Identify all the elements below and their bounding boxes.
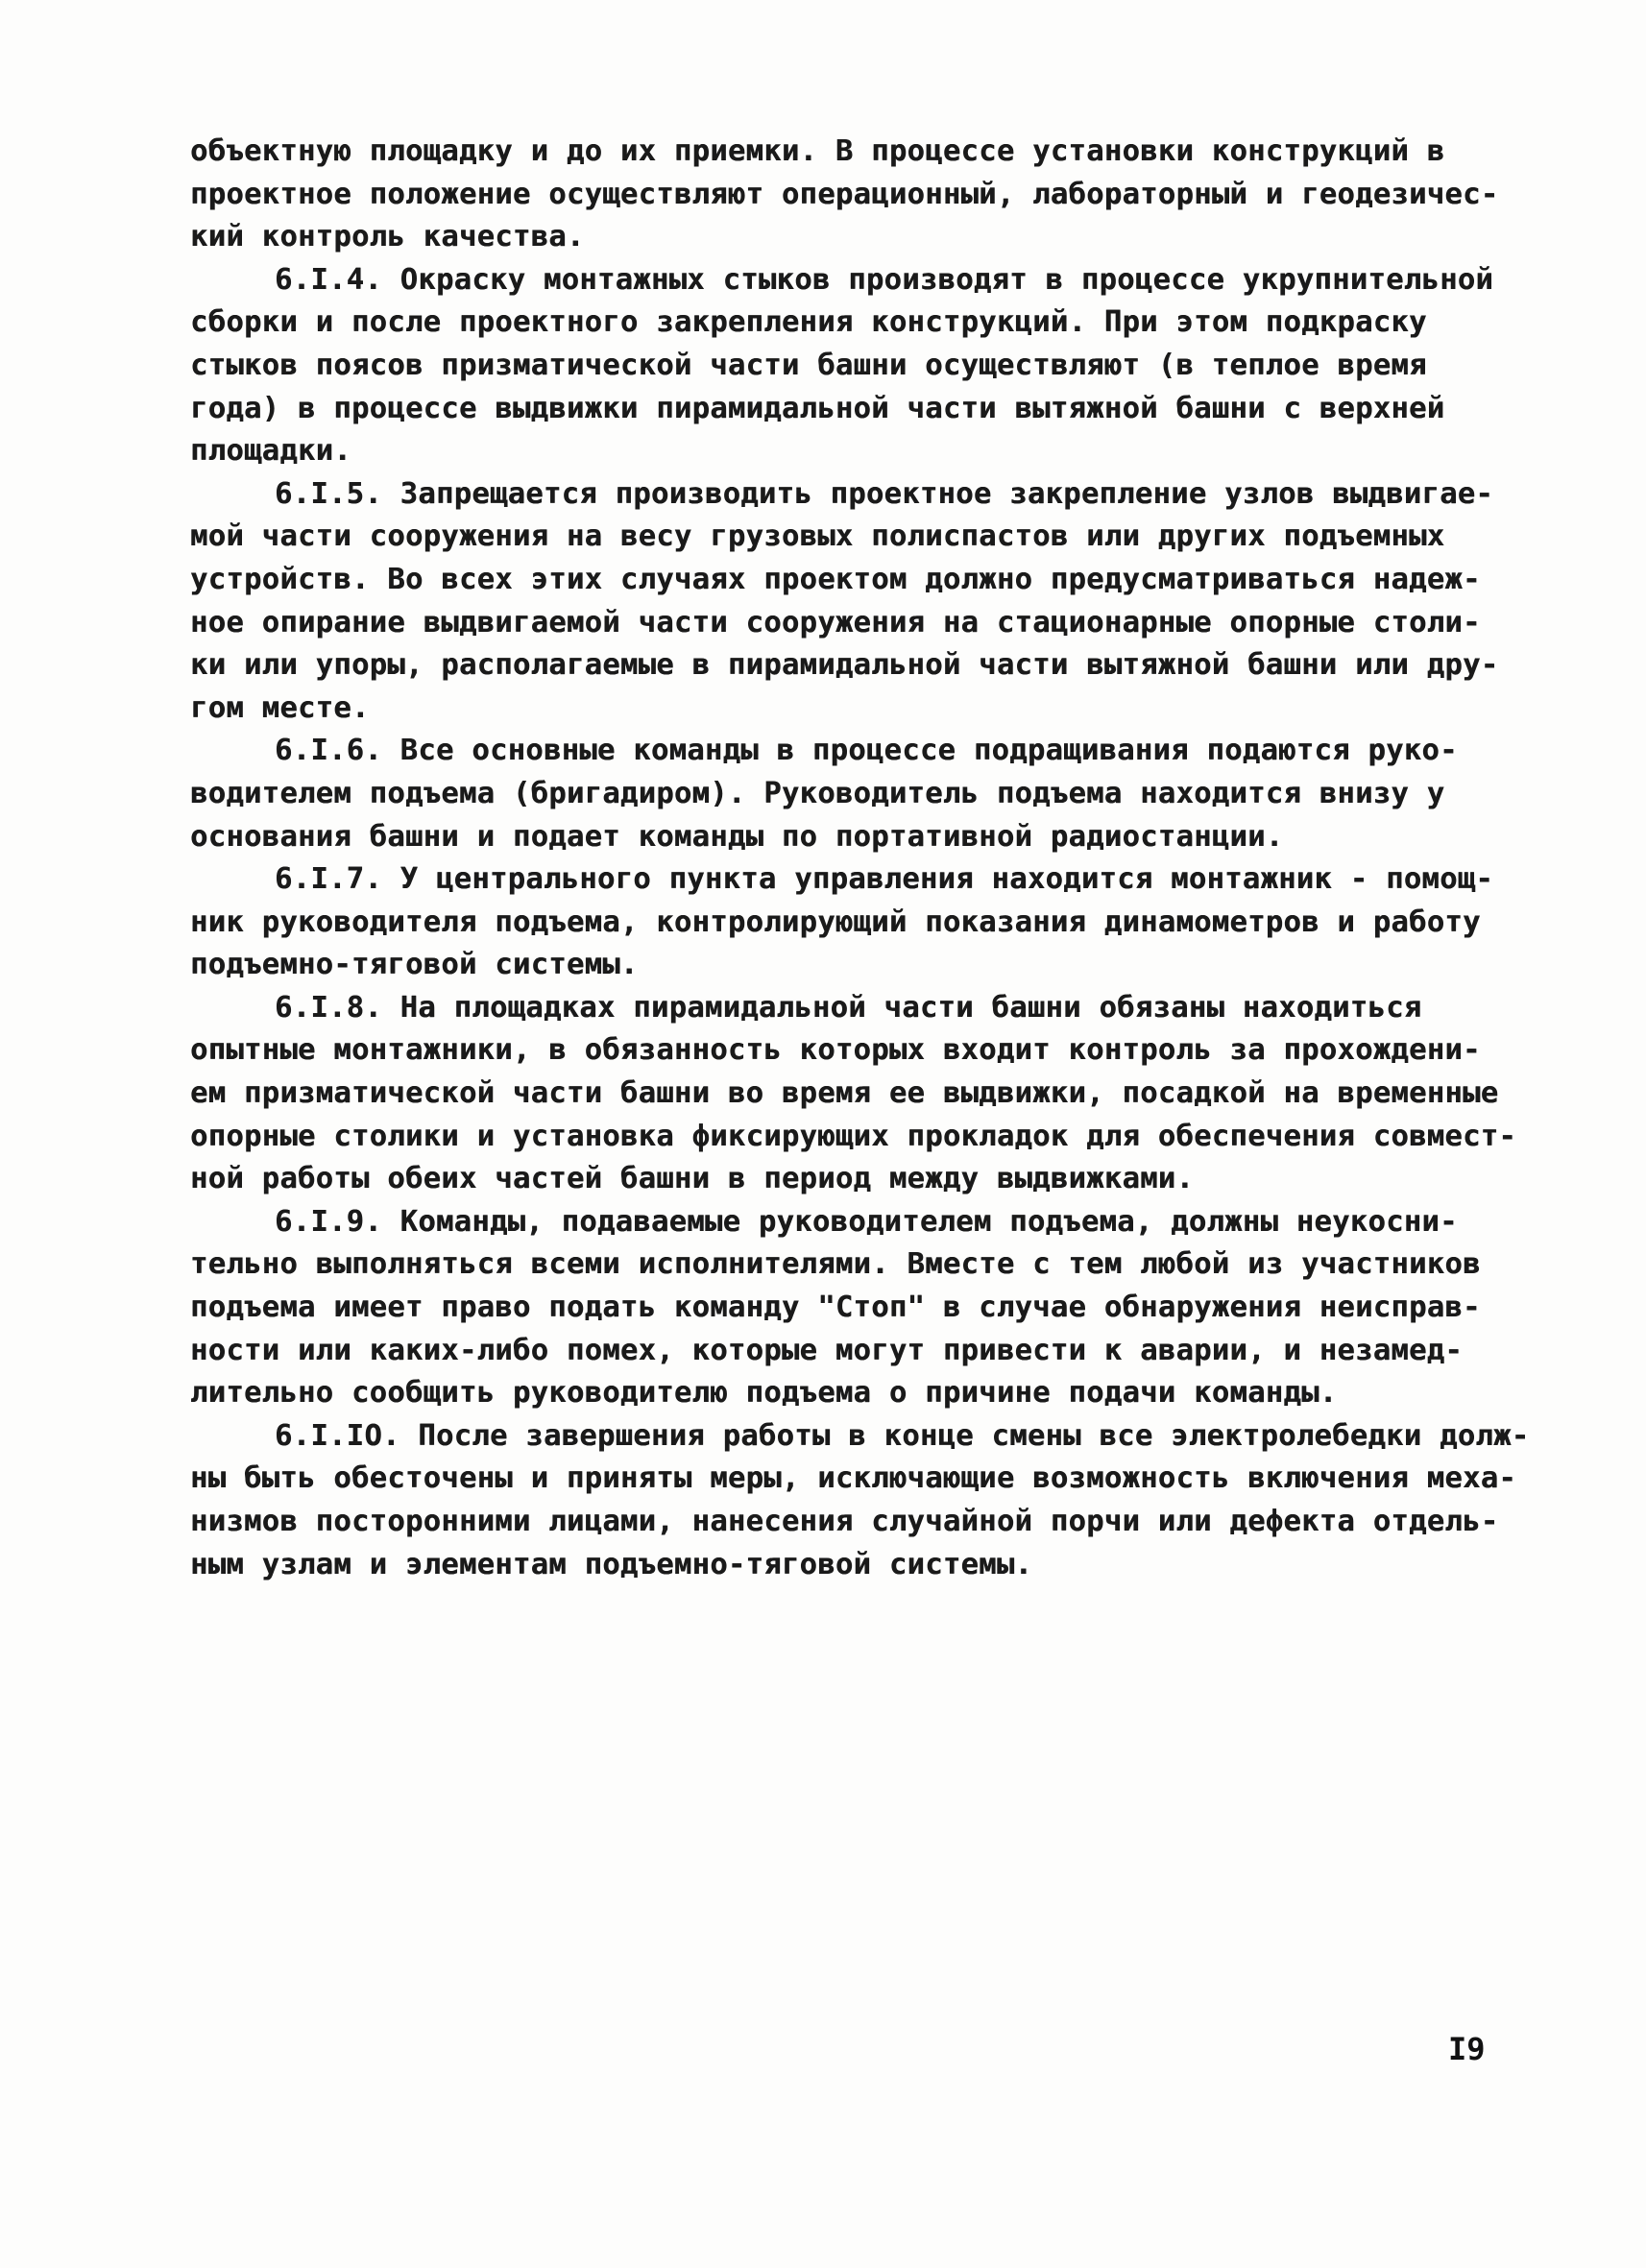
text-line: 6.I.5. Запрещается производить проектное закрепление узлов выдвигае-: [275, 476, 1494, 511]
text-line: мой части сооружения на весу грузовых полиспастов или других подъемных: [190, 519, 1445, 554]
text-line: ны быть обесточены и приняты меры, исключающие возможность включения меха-: [190, 1461, 1517, 1496]
text-line: ник руководителя подъема, контролирующий показания динамометров и работу: [190, 905, 1481, 939]
text-line: 6.I.IO. После завершения работы в конце смены все электролебедки долж-: [275, 1418, 1530, 1453]
text-line: ной работы обеих частей башни в период между выдвижками.: [190, 1162, 1195, 1196]
text-line: 6.I.4. Окраску монтажных стыков производят в процессе укрупнительной: [275, 262, 1494, 297]
text-line: подъема имеет право подать команду "Стоп" в случае обнаружения неисправ-: [190, 1291, 1481, 1325]
text-line: водителем подъема (бригадиром). Руководитель подъема находится внизу у: [190, 776, 1445, 810]
text-line: кий контроль качества.: [190, 220, 585, 254]
text-line: низмов посторонними лицами, нанесения случайной порчи или дефекта отдель-: [190, 1505, 1499, 1538]
text-line: ности или каких-либо помех, которые могут привести к аварии, и незамед-: [190, 1333, 1464, 1367]
text-line: 6.I.7. У центрального пункта управления находится монтажник - помощ-: [275, 862, 1494, 897]
text-line: ем призматической части башни во время ее выдвижки, посадкой на временные: [190, 1076, 1499, 1111]
text-line: сборки и после проектного закрепления конструкций. При этом подкраску: [190, 305, 1427, 340]
page-number: I9: [1448, 2031, 1486, 2067]
text-line: ным узлам и элементам подъемно-тяговой системы.: [190, 1547, 1033, 1581]
text-line: года) в процессе выдвижки пирамидальной части вытяжной башни с верхней: [190, 391, 1445, 425]
text-line: гом месте.: [190, 690, 370, 725]
text-line: подъемно-тяговой системы.: [190, 948, 639, 982]
text-line: опытные монтажники, в обязанность которых входит контроль за прохождени-: [190, 1033, 1481, 1068]
text-line: 6.I.9. Команды, подаваемые руководителем подъема, должны неукосни-: [275, 1204, 1458, 1239]
text-line: устройств. Во всех этих случаях проектом должно предусматриваться надеж-: [190, 562, 1481, 596]
text-line: проектное положение осуществляют операционный, лабораторный и геодезичес-: [190, 177, 1499, 211]
text-line: ное опирание выдвигаемой части сооружения на стационарные опорные столи-: [190, 605, 1481, 639]
text-line: объектную площадку и до их приемки. В процессе установки конструкций в: [190, 134, 1445, 168]
text-line: тельно выполняться всеми исполнителями. Вместе с тем любой из участников: [190, 1247, 1481, 1282]
text-line: 6.I.8. На площадках пирамидальной части башни обязаны находиться: [275, 990, 1422, 1025]
text-line: площадки.: [190, 434, 351, 469]
text-line: ки или упоры, располагаемые в пирамидальной части вытяжной башни или дру-: [190, 648, 1499, 683]
text-line: основания башни и подает команды по портативной радиостанции.: [190, 819, 1284, 854]
document-body: [190, 131, 1530, 1586]
text-line: 6.I.6. Все основные команды в процессе подращивания подаются руко-: [275, 734, 1458, 768]
text-line: стыков поясов призматической части башни осуществляют (в теплое время: [190, 348, 1427, 382]
text-line: опорные столики и установка фиксирующих прокладок для обеспечения совмест-: [190, 1119, 1517, 1153]
text-line: лительно сообщить руководителю подъема о причине подачи команды.: [190, 1376, 1338, 1411]
